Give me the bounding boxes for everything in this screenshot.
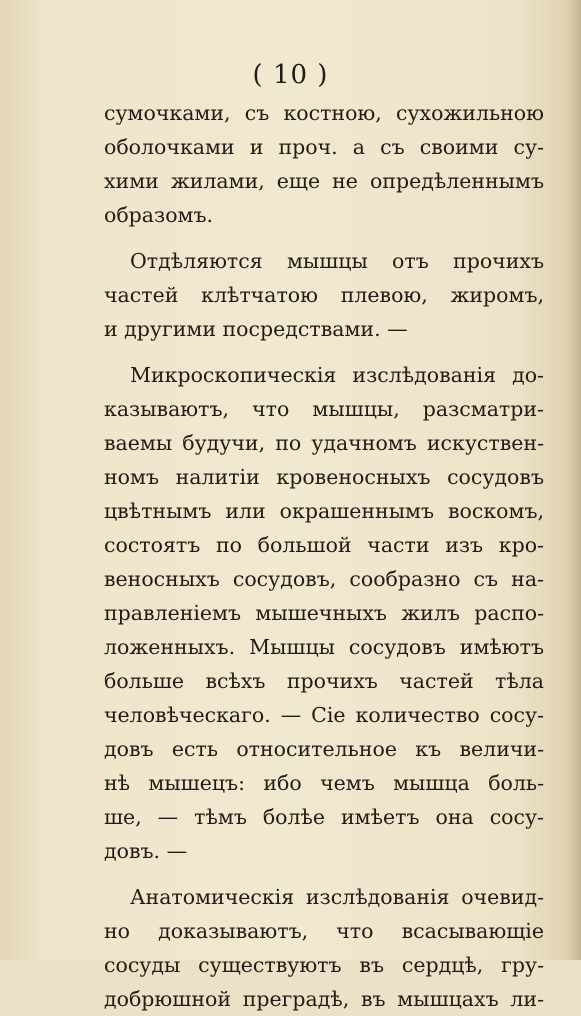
text-line: оболочками и проч. а съ своими су- bbox=[104, 135, 544, 159]
text-line: хими жилами, еще не опредѣленнымъ bbox=[104, 169, 544, 193]
text-line: веносныхъ сосудовъ, сообразно съ на- bbox=[104, 567, 544, 591]
text-line: сумочками, съ костною, сухожильною bbox=[104, 101, 544, 125]
text-line: но доказываютъ, что всасывающіе bbox=[104, 919, 544, 943]
text-line: и другими посредствами. — bbox=[104, 317, 408, 341]
text-line: цвѣтнымъ или окрашеннымъ воскомъ, bbox=[104, 499, 544, 523]
text-line: Анатомическія изслѣдованія очевид- bbox=[130, 885, 544, 909]
text-line: Отдѣляются мышцы отъ прочихъ bbox=[130, 249, 544, 273]
text-line: казываютъ, что мышцы, разсматри- bbox=[104, 397, 544, 421]
text-line: правленіемъ мышечныхъ жилъ распо- bbox=[104, 601, 544, 625]
text-line: Микроскопическія изслѣдованія до- bbox=[130, 363, 544, 387]
paragraph-gap bbox=[104, 232, 544, 244]
text-line: довъ. — bbox=[104, 839, 188, 863]
text-line: ше, — тѣмъ болѣе имѣетъ она сосу- bbox=[104, 805, 544, 829]
text-line: человѣческаго. — Сіе количество сосу- bbox=[104, 703, 544, 727]
text-line: больше всѣхъ прочихъ частей тѣла bbox=[104, 669, 544, 693]
text-line: добрюшной преградѣ, въ мышцахъ ли- bbox=[104, 987, 544, 1011]
text-line: номъ налитіи кровеносныхъ сосудовъ bbox=[104, 465, 544, 489]
text-line: частей клѣтчатою плевою, жиромъ, bbox=[104, 283, 544, 307]
text-line: образомъ. bbox=[104, 203, 214, 227]
text-line: сосуды существуютъ въ сердцѣ, гру- bbox=[104, 953, 544, 977]
text-line: нѣ мышецъ: ибо чемъ мышца боль- bbox=[104, 771, 544, 795]
page-number: ( 10 ) bbox=[252, 60, 329, 90]
text-line: состоятъ по большой части изъ кро- bbox=[104, 533, 544, 557]
body-text bbox=[104, 96, 544, 1016]
paragraph-gap bbox=[104, 868, 544, 880]
text-line: ваемы будучи, по удачномъ искуствен- bbox=[104, 431, 544, 455]
page-edge-shadow bbox=[567, 0, 581, 960]
text-line: довъ есть относительное къ величи- bbox=[104, 737, 544, 761]
text-line: ложенныхъ. Мышцы сосудовъ имѣютъ bbox=[104, 635, 544, 659]
paragraph-gap bbox=[104, 346, 544, 358]
